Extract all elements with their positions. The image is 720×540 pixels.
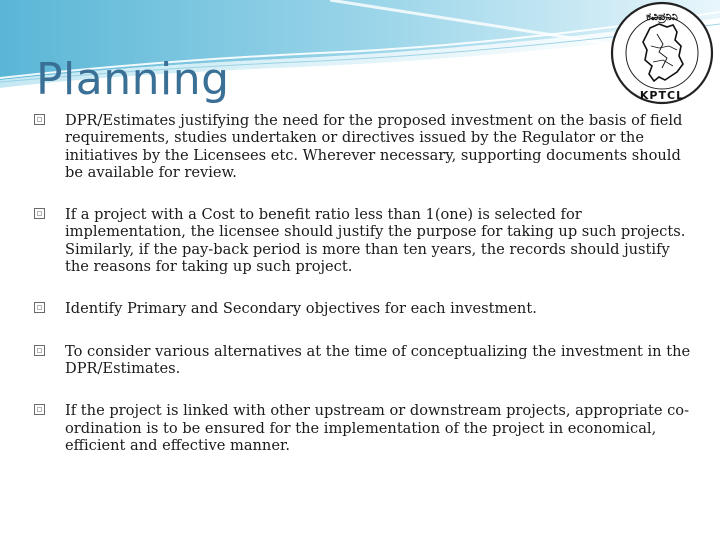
square-bullet-icon xyxy=(34,404,45,415)
bullet-list xyxy=(34,112,696,479)
square-bullet-icon xyxy=(34,302,45,313)
bullet-item xyxy=(34,402,696,454)
square-bullet-icon xyxy=(34,114,45,125)
bullet-item xyxy=(34,112,696,181)
logo-bottom-text: KPTCL xyxy=(639,89,685,102)
bullet-item xyxy=(34,343,696,378)
square-bullet-icon xyxy=(34,345,45,356)
bullet-item xyxy=(34,300,696,317)
bullet-item xyxy=(34,206,696,275)
square-bullet-icon xyxy=(34,208,45,219)
bullet-text: Identify Primary and Secondary objectives for each investment. xyxy=(65,300,537,318)
bullet-text: To consider various alternatives at the time of conceptualizing the investment in the DPR/Estimates. xyxy=(65,342,691,377)
bullet-text: If the project is linked with other upstream or downstream projects, appropriate co-ordination is to be ensured for the implementation of the project in economical, efficient and effective manner. xyxy=(65,402,690,454)
slide-title: Planning xyxy=(36,54,230,105)
kptcl-logo xyxy=(607,0,717,106)
bullet-text: DPR/Estimates justifying the need for the proposed investment on the basis of field requirements, studies undertaken or directives issued by the Regulator or the initiatives by the Licensees etc. Wherever necessary, supporting documents should be available for review. xyxy=(65,112,683,181)
logo-top-text: ಕವಿಪ್ರನಿನಿ xyxy=(646,10,678,23)
bullet-text: If a project with a Cost to benefit ratio less than 1(one) is selected for implementation, the licensee should justify the purpose for taking up such projects. Similarly, if the pay-back period is more than ten years, the records should justify the reasons for taking up such project. xyxy=(65,206,686,276)
